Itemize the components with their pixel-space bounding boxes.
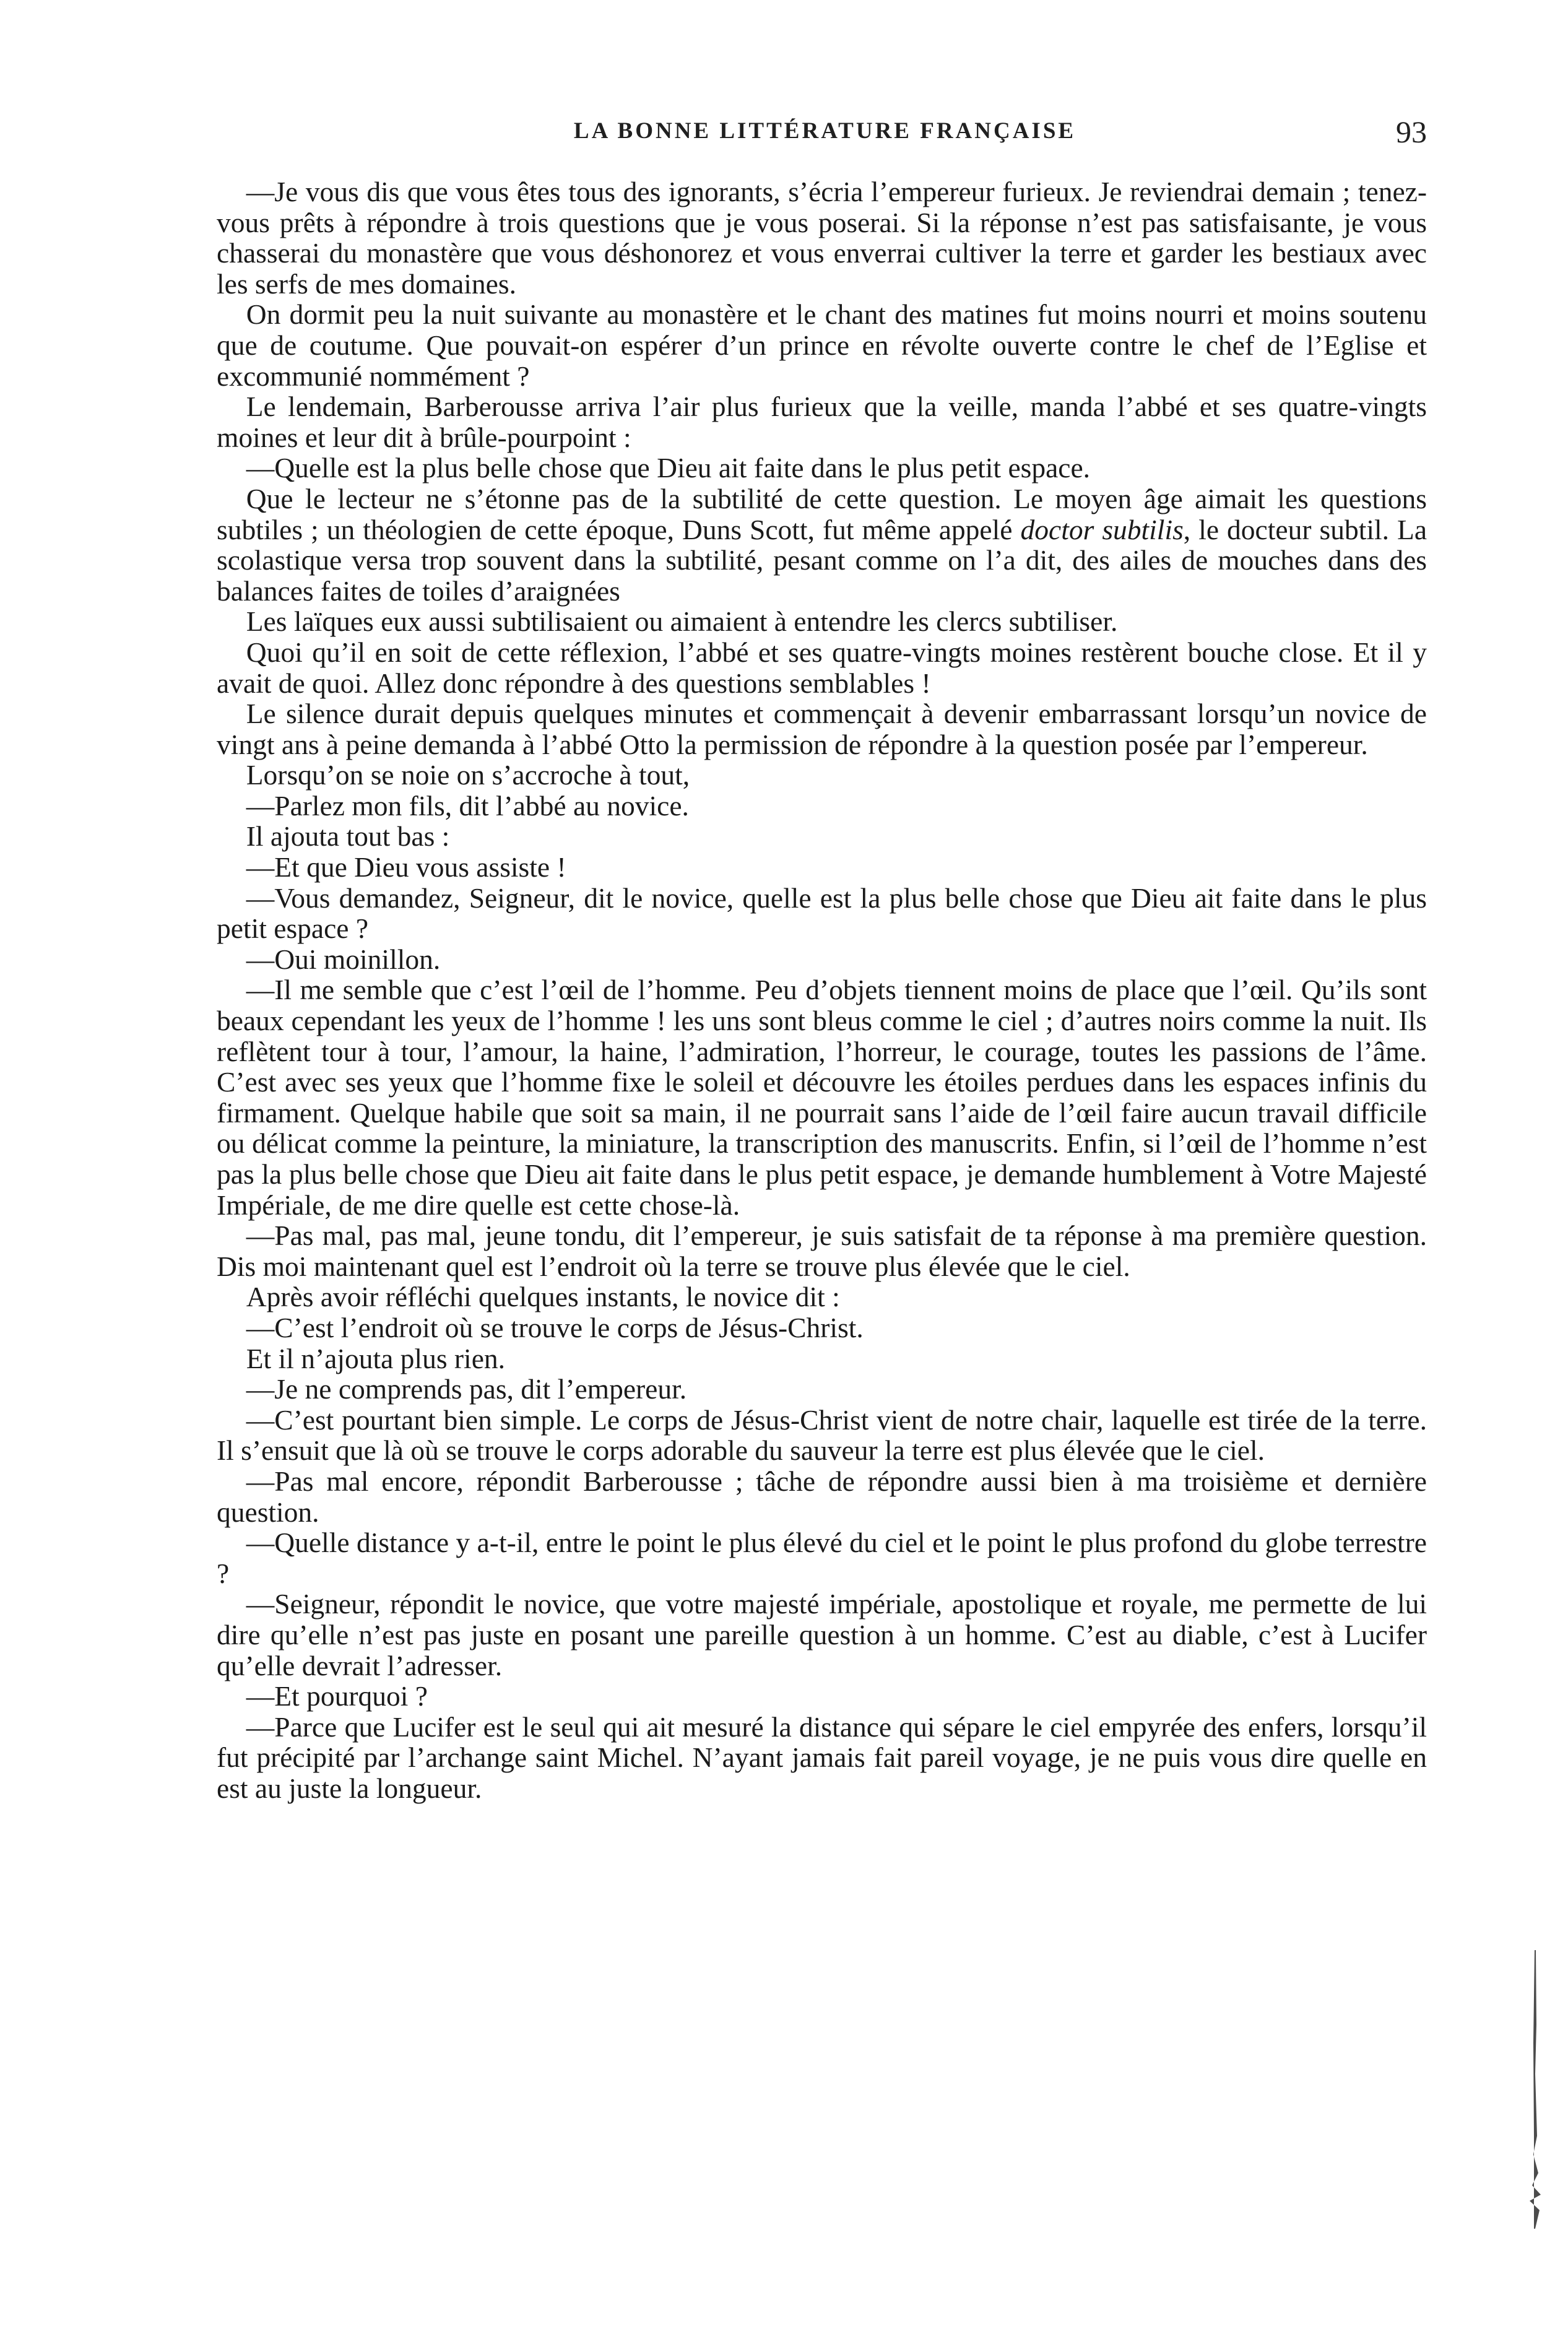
text-body	[217, 176, 1427, 1803]
paragraph: —Parlez mon fils, dit l’abbé au novice.	[246, 789, 689, 822]
paragraph: Le lendemain, Barberousse arriva l’air plus furieux que la veille, manda l’abbé et ses quatre-vingts moines et leur dit à brûle-pourpoint :	[217, 391, 1427, 453]
paragraph: —Seigneur, répondit le novice, que votre majesté impériale, apostolique et royale, me permette de lui dire qu’elle n’est pas juste en posant une pareille question à un homme. C’est au diable, c’est à Lucifer qu’elle devrait l’adresser.	[217, 1588, 1427, 1681]
paragraph: Le silence durait depuis quelques minutes et commençait à devenir embarrassant lorsqu’un novice de vingt ans à peine demanda à l’abbé Otto la permission de répondre à la question posée par l’empereur.	[217, 698, 1427, 760]
running-title: LA BONNE LITTÉRATURE FRANÇAISE	[573, 118, 1076, 144]
paragraph: —Oui moinillon.	[246, 943, 441, 975]
paragraph: Et il n’ajouta plus rien.	[246, 1342, 506, 1374]
paragraph: —Je vous dis que vous êtes tous des ignorants, s’écria l’empereur furieux. Je reviendrai demain ; tenez-vous prêts à répondre à trois questions que je vous poserai. Si la réponse n’est pas satisfaisante, je vous chasserai du monastère que vous déshonorez et vous enverrai cultiver la terre et garder les bestiaux avec les serfs de mes domaines.	[217, 176, 1427, 300]
italic-term: doctor subtilis	[1020, 513, 1184, 545]
paragraph: Après avoir réfléchi quelques instants, le novice dit :	[246, 1281, 840, 1313]
paragraph: —Et que Dieu vous assiste !	[246, 851, 566, 883]
page-header	[223, 115, 1427, 155]
paragraph	[217, 484, 1427, 606]
paragraph-text: , le docteur subtil. La scolastique versa trop souvent dans la subtilité, pesant comme on l’a dit, des ailes de mouches dans des balances faites de toiles d’araignées	[217, 513, 1427, 607]
paragraph: —Pas mal, pas mal, jeune tondu, dit l’empereur, je suis satisfait de ta réponse à ma première question. Dis moi maintenant quel est l’endroit où la terre se trouve plus élevée que le ciel.	[217, 1220, 1427, 1282]
paragraph: —C’est l’endroit où se trouve le corps de Jésus-Christ.	[246, 1311, 864, 1343]
paragraph: —Vous demandez, Seigneur, dit le novice, quelle est la plus belle chose que Dieu ait faite dans le plus petit espace ?	[217, 882, 1427, 945]
paragraph: —Il me semble que c’est l’œil de l’homme. Peu d’objets tiennent moins de place que l’œil. Qu’ils sont beaux cependant les yeux de l’homme ! les uns sont bleus comme le ciel ; d’autres noirs comme la nuit. Ils reflètent tour à tour, l’amour, la haine, l’admiration, l’horreur, le courage, toutes les passions de l’âme. C’est avec ses yeux que l’homme fixe le soleil et découvre les étoiles perdues dans les espaces infinis du firmament. Quelque habile que soit sa main, il ne pourrait sans l’aide de l’œil faire aucun travail difficile ou délicat comme la peinture, la miniature, la transcription des manuscrits. Enfin, si l’œil de l’homme n’est pas la plus belle chose que Dieu ait faite dans le plus petit espace, je demande humblement à Votre Majesté Impériale, de me dire quelle est cette chose-là.	[217, 974, 1427, 1221]
paragraph: —Et pourquoi ?	[246, 1680, 428, 1712]
paragraph: Lorsqu’on se noie on s’accroche à tout,	[246, 759, 690, 791]
paragraph: —Parce que Lucifer est le seul qui ait mesuré la distance qui sépare le ciel empyrée des enfers, lorsqu’il fut précipité par l’archange saint Michel. N’ayant jamais fait pareil voyage, je ne puis vous dire quelle en est au juste la longueur.	[217, 1711, 1427, 1804]
paragraph: —Quelle est la plus belle chose que Dieu ait faite dans le plus petit espace.	[246, 452, 1091, 484]
margin-scan-artifact	[1526, 1950, 1544, 2229]
paragraph: Il ajouta tout bas :	[246, 820, 450, 852]
paragraph: Quoi qu’il en soit de cette réflexion, l’abbé et ses quatre-vingts moines restèrent bouche close. Et il y avait de quoi. Allez donc répondre à des questions semblables !	[217, 636, 1427, 699]
paragraph: On dormit peu la nuit suivante au monastère et le chant des matines fut moins nourri et moins soutenu que de coutume. Que pouvait-on espérer d’un prince en révolte ouverte contre le chef de l’Eglise et excommunié nommément ?	[217, 298, 1427, 392]
paragraph: —Quelle distance y a-t-il, entre le point le plus élevé du ciel et le point le plus profond du globe terrestre ?	[217, 1527, 1427, 1589]
paragraph: —Pas mal encore, répondit Barberousse ; tâche de répondre aussi bien à ma troisième et dernière question.	[217, 1465, 1427, 1528]
paragraph: —Je ne comprends pas, dit l’empereur.	[246, 1373, 687, 1405]
page-number: 93	[1396, 115, 1427, 149]
paragraph: —C’est pourtant bien simple. Le corps de Jésus-Christ vient de notre chair, laquelle est tirée de la terre. Il s’ensuit que là où se trouve le corps adorable du sauveur la terre est plus élevée que le ciel.	[217, 1403, 1427, 1467]
paragraph: Les laïques eux aussi subtilisaient ou aimaient à entendre les clercs subtiliser.	[246, 605, 1118, 638]
paragraph-text: Que le lecteur ne s’étonne pas de la subtilité de cette question. Le moyen âge aimait les questions subtiles ; un théologien de cette époque, Duns Scott, fut même appelé	[217, 482, 1427, 545]
